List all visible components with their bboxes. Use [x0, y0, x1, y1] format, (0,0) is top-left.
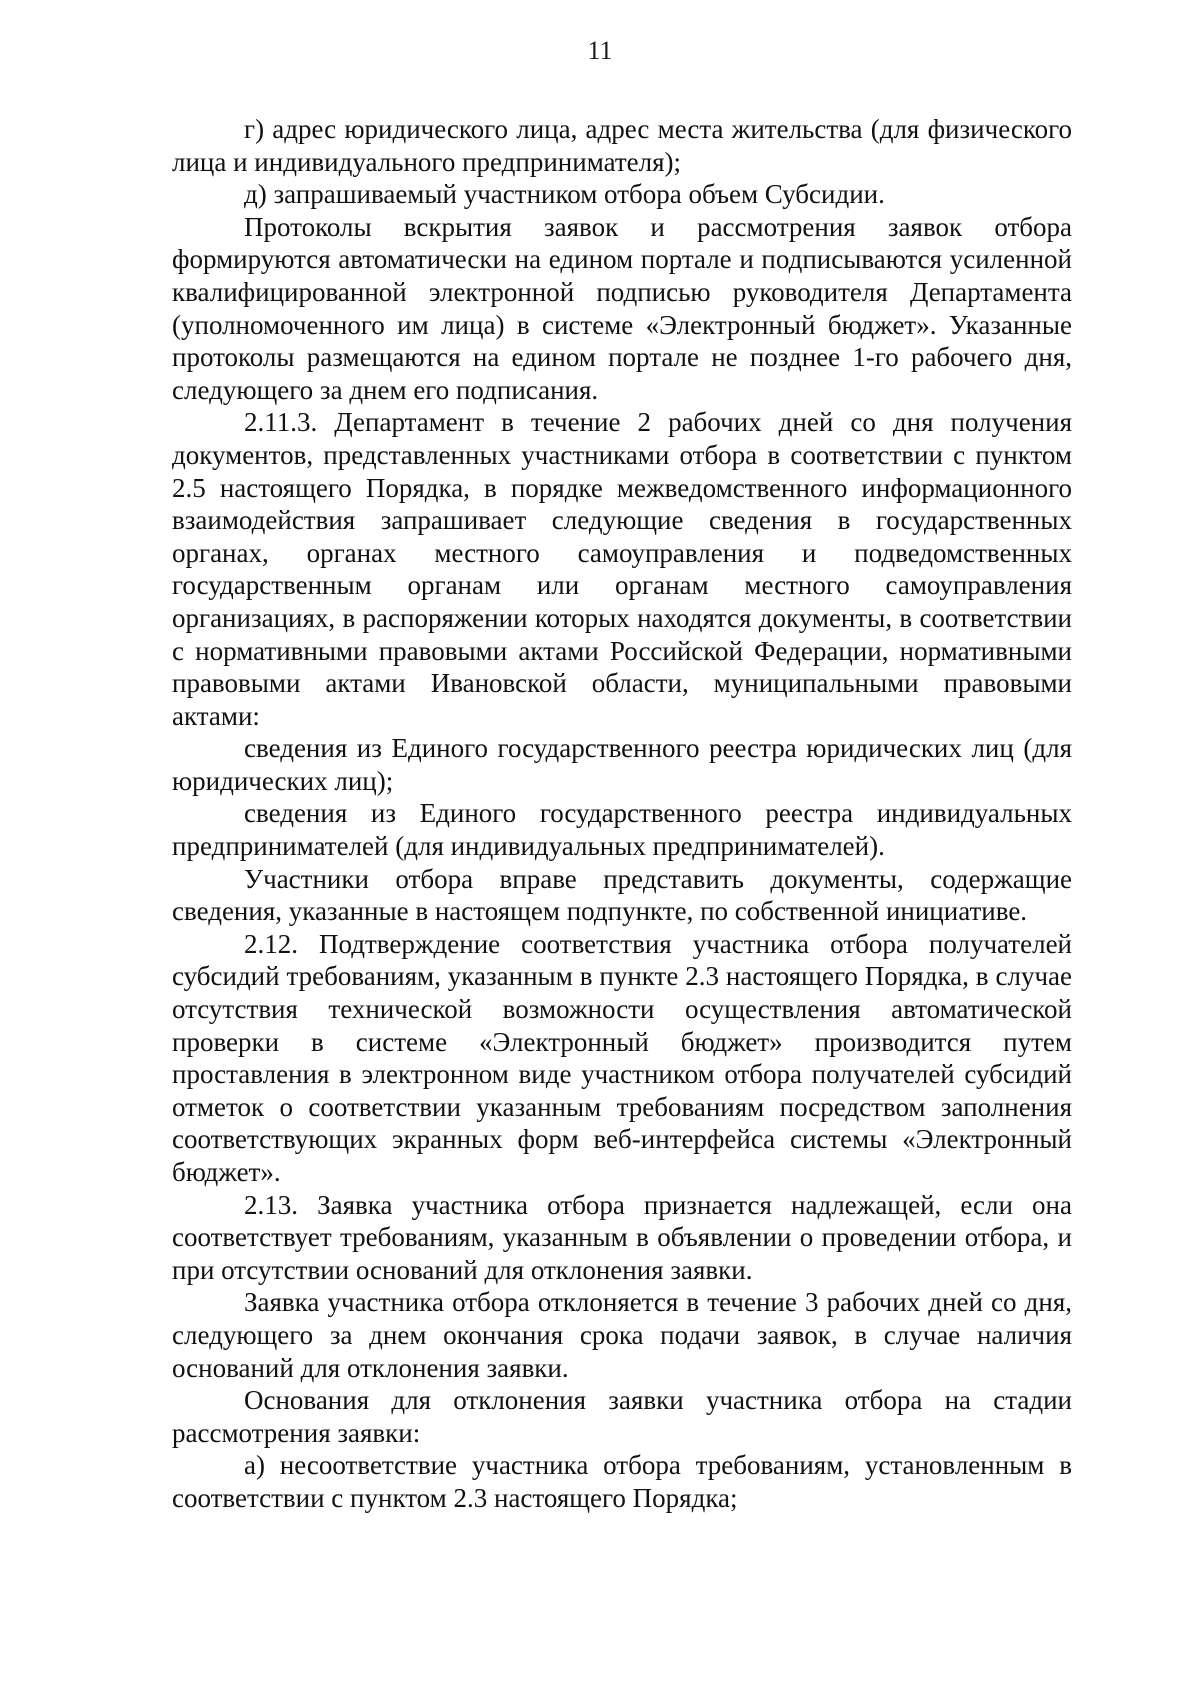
paragraph-2-12: 2.12. Подтверждение соответствия участника отбора получателей субсидий требованиям, указанным в пункте 2.3 настоящего Порядка, в случае отсутствия технической возможности осуществления автоматической проверки в системе «Электронный бюджет» производится путем проставления в электронном виде участником отбора получателей субсидий отметок о соответствии указанным требованиям посредством заполнения соответствующих экранных форм веб-интерфейса системы «Электронный бюджет».	[172, 928, 1072, 1187]
paragraph-rejection-term: Заявка участника отбора отклоняется в течение 3 рабочих дней со дня, следующего за днем окончания срока подачи заявок, в случае наличия оснований для отклонения заявки.	[172, 1287, 1072, 1383]
paragraph-own-initiative: Участники отбора вправе представить документы, содержащие сведения, указанные в настоящем подпункте, по собственной инициативе.	[172, 863, 1072, 927]
paragraph-egrip: сведения из Единого государственного реестра индивидуальных предпринимателей (для индивидуальных предпринимателей).	[172, 798, 1072, 862]
paragraph-egrul: сведения из Единого государственного реестра юридических лиц (для юридических лиц);	[172, 733, 1072, 796]
paragraph-item-g: г) адрес юридического лица, адрес места жительства (для физического лица и индивидуального предпринимателя);	[172, 114, 1072, 177]
paragraph-protocols: Протоколы вскрытия заявок и рассмотрения заявок отбора формируются автоматически на едином портале и подписываются усиленной квалифицированной электронной подписью руководителя Департамента (уполномоченного им лица) в системе «Электронный бюджет». Указанные протоколы размещаются на едином портале не позднее 1-го рабочего дня, следующего за днем его подписания.	[172, 211, 1072, 405]
document-body	[172, 113, 1072, 1515]
paragraph-item-a: а) несоответствие участника отбора требованиям, установленным в соответствии с пунктом 2.3 настоящего Порядка;	[172, 1450, 1072, 1513]
paragraph-rejection-grounds: Основания для отклонения заявки участника отбора на стадии рассмотрения заявки:	[172, 1385, 1072, 1448]
paragraph-2-13: 2.13. Заявка участника отбора признается надлежащей, если она соответствует требованиям, указанным в объявлении о проведении отбора, и при отсутствии оснований для отклонения заявки.	[172, 1189, 1072, 1285]
page-number: 11	[587, 36, 613, 65]
paragraph-2-11-3: 2.11.3. Департамент в течение 2 рабочих дней со дня получения документов, представленных участниками отбора в соответствии с пунктом 2.5 настоящего Порядка, в порядке межведомственного информационного взаимодействия запрашивает следующие сведения в государственных органах, органах местного самоуправления и подведомственных государственным органам или органам местного самоуправления организациях, в распоряжении которых находятся документы, в соответствии с нормативными правовыми актами Российской Федерации, нормативными правовыми актами Ивановской области, муниципальными правовыми актами:	[172, 407, 1072, 731]
paragraph-item-d: д) запрашиваемый участником отбора объем Субсидии.	[244, 179, 885, 210]
